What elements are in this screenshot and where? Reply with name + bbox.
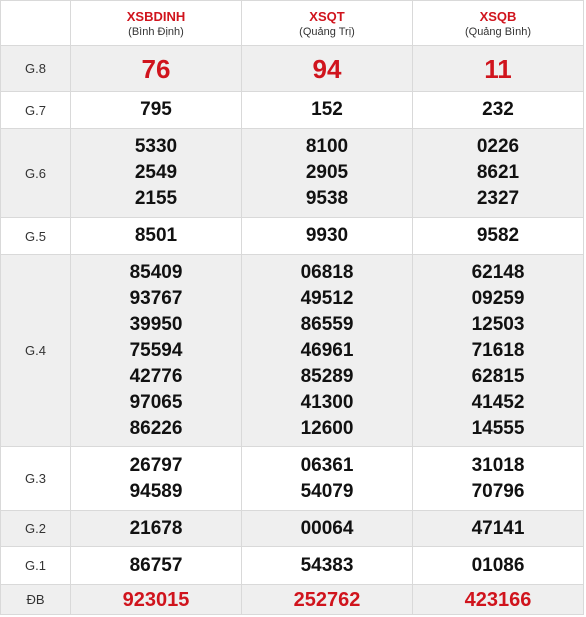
prize-number: 9538	[305, 188, 349, 209]
prize-number: 06361	[300, 454, 354, 476]
prize-number: 8501	[134, 225, 178, 246]
prize-number: 41452	[471, 391, 525, 413]
province-name: (Quảng Trị)	[299, 26, 355, 38]
prize-cell	[413, 447, 584, 511]
province-code[interactable]: XSQB	[479, 9, 517, 24]
prize-label: G.3	[1, 447, 71, 511]
province-header-qt[interactable]	[242, 1, 413, 46]
province-code[interactable]: XSBDINH	[126, 9, 186, 24]
prize-number: 97065	[129, 391, 183, 413]
prize-number: 26797	[129, 454, 183, 476]
prize-label: G.5	[1, 218, 71, 255]
prize-number: 152	[311, 99, 343, 120]
prize-cell	[242, 547, 413, 585]
prize-cell	[71, 511, 242, 547]
province-header-qb[interactable]	[413, 1, 584, 46]
prize-cell	[242, 92, 413, 129]
prize-row-g8	[1, 46, 584, 92]
prize-number: 2549	[134, 162, 178, 183]
prize-cell	[242, 511, 413, 547]
prize-cell	[413, 547, 584, 585]
prize-cell	[413, 46, 584, 92]
prize-cell	[71, 218, 242, 255]
prize-row-g4	[1, 255, 584, 447]
prize-number: 86559	[300, 313, 354, 335]
prize-number: 232	[482, 99, 514, 120]
prize-number: 8621	[476, 162, 520, 183]
prize-number: 93767	[129, 287, 183, 309]
province-header-bdinh[interactable]	[71, 1, 242, 46]
prize-number: 9582	[476, 225, 520, 246]
special-prize-number: 923015	[122, 588, 190, 611]
prize-cell	[242, 218, 413, 255]
prize-number: 0226	[476, 136, 520, 157]
prize-number: 01086	[471, 554, 525, 576]
prize-cell	[71, 585, 242, 615]
prize-cell	[242, 46, 413, 92]
prize-number: 12600	[300, 417, 354, 439]
prize-number: 54383	[300, 554, 354, 576]
prize-number: 21678	[129, 517, 183, 539]
prize-number: 42776	[129, 365, 183, 387]
prize-number: 70796	[471, 480, 525, 502]
prize-number: 62148	[471, 261, 525, 283]
province-name: (Bình Định)	[128, 26, 184, 38]
prize-number: 41300	[300, 391, 354, 413]
prize-cell	[71, 92, 242, 129]
prize-number: 49512	[300, 287, 354, 309]
prize-row-g3	[1, 447, 584, 511]
header-corner	[1, 1, 71, 46]
prize-row-g6	[1, 129, 584, 218]
prize-number: 2905	[305, 162, 349, 183]
prize-number: 14555	[471, 417, 525, 439]
prize-number: 2155	[134, 188, 178, 209]
prize-number: 00064	[300, 517, 354, 539]
prize-number: 9930	[305, 225, 349, 246]
prize-number: 8100	[305, 136, 349, 157]
special-prize-number: 423166	[464, 588, 532, 611]
prize-cell	[413, 218, 584, 255]
prize-label: G.4	[1, 255, 71, 447]
prize-label: G.1	[1, 547, 71, 585]
prize-cell	[71, 255, 242, 447]
prize-number: 94589	[129, 480, 183, 502]
province-code[interactable]: XSQT	[309, 9, 345, 24]
prize-label: G.7	[1, 92, 71, 129]
prize-number: 11	[484, 53, 512, 84]
prize-cell	[242, 585, 413, 615]
prize-cell	[242, 447, 413, 511]
prize-row-g7	[1, 92, 584, 129]
province-header-row	[1, 1, 584, 46]
prize-number: 71618	[471, 339, 525, 361]
prize-label: G.8	[1, 46, 71, 92]
prize-cell	[413, 92, 584, 129]
province-name: (Quảng Bình)	[464, 26, 532, 38]
prize-row-g5	[1, 218, 584, 255]
prize-row-g2	[1, 511, 584, 547]
prize-number: 62815	[471, 365, 525, 387]
prize-label: G.2	[1, 511, 71, 547]
prize-number: 86226	[129, 417, 183, 439]
prize-number: 09259	[471, 287, 525, 309]
prize-cell	[71, 447, 242, 511]
prize-cell	[413, 511, 584, 547]
prize-cell	[71, 129, 242, 218]
prize-cell	[413, 255, 584, 447]
prize-label: G.6	[1, 129, 71, 218]
prize-cell	[71, 46, 242, 92]
prize-cell	[413, 585, 584, 615]
prize-label: ĐB	[1, 585, 71, 615]
prize-number: 12503	[471, 313, 525, 335]
prize-cell	[71, 547, 242, 585]
prize-number: 85409	[129, 261, 183, 283]
prize-number: 795	[140, 99, 172, 120]
prize-number: 47141	[471, 517, 525, 539]
prize-number: 5330	[134, 136, 178, 157]
prize-number: 46961	[300, 339, 354, 361]
prize-number: 76	[141, 53, 171, 84]
prize-number: 2327	[476, 188, 520, 209]
prize-number: 31018	[471, 454, 525, 476]
prize-number: 06818	[300, 261, 354, 283]
prize-row-special	[1, 585, 584, 615]
prize-number: 75594	[129, 339, 183, 361]
prize-number: 54079	[300, 480, 354, 502]
prize-cell	[413, 129, 584, 218]
prize-row-g1	[1, 547, 584, 585]
prize-number: 85289	[300, 365, 354, 387]
prize-cell	[242, 129, 413, 218]
prize-number: 94	[312, 53, 342, 84]
prize-number: 86757	[129, 554, 183, 576]
prize-number: 39950	[129, 313, 183, 335]
prize-cell	[242, 255, 413, 447]
special-prize-number: 252762	[293, 588, 361, 611]
